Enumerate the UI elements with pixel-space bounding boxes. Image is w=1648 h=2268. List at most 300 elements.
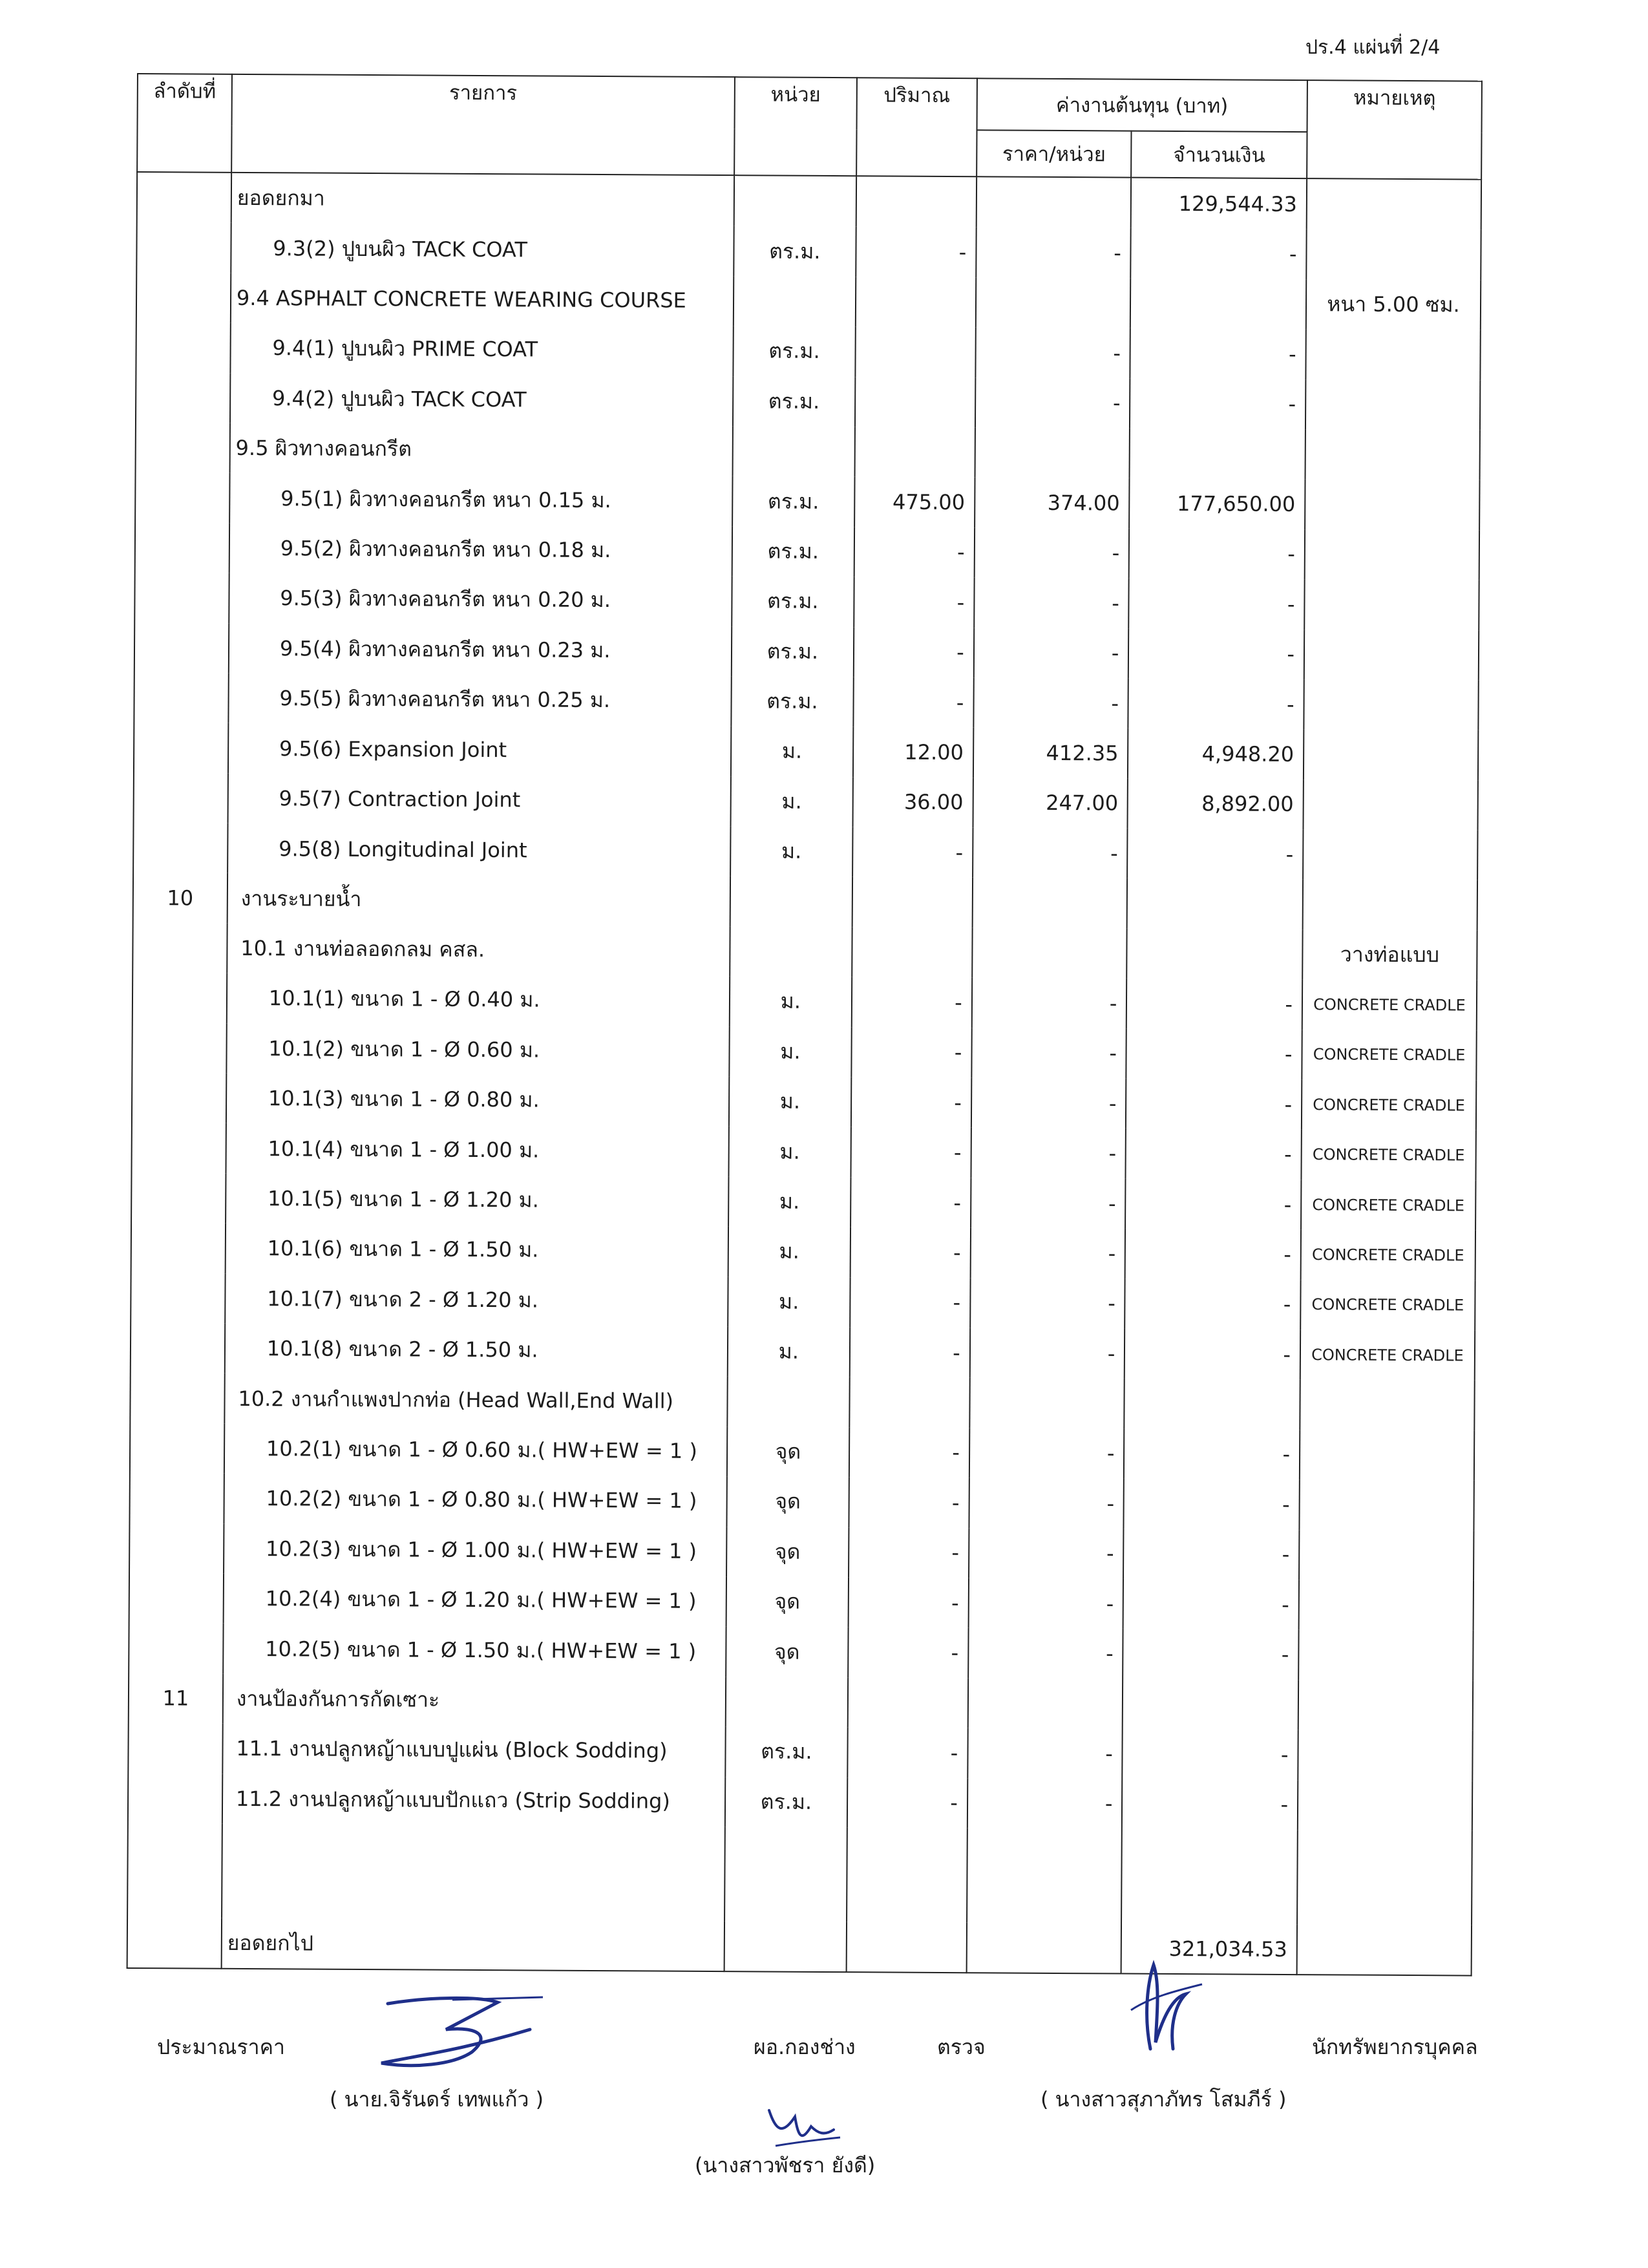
item-remark	[1300, 1379, 1474, 1430]
item-unit: ม.	[728, 1127, 851, 1177]
hr-signature	[1125, 1958, 1209, 2055]
table-row	[130, 1373, 1474, 1430]
item-amount: 177,650.00	[1129, 478, 1305, 529]
item-description: 10.1(6) ขนาด 1 - Ø 1.50 ม.	[225, 1224, 728, 1277]
item-remark: CONCRETE CRADLE	[1302, 1030, 1476, 1081]
item-remark	[1297, 1830, 1472, 1925]
item-number	[127, 1918, 222, 1969]
item-remark	[1306, 229, 1481, 281]
item-unit-price: -	[970, 1278, 1125, 1329]
item-description	[222, 1824, 725, 1921]
item-number	[134, 723, 228, 773]
item-number	[132, 973, 227, 1023]
item-quantity: -	[852, 977, 972, 1027]
item-remark	[1300, 1430, 1474, 1481]
item-unit-price: -	[969, 1478, 1124, 1529]
item-unit-price: -	[973, 677, 1128, 728]
item-remark: หนา 5.00 ซม.	[1306, 279, 1481, 330]
item-amount: -	[1125, 1178, 1301, 1229]
item-unit: ม.	[730, 776, 853, 827]
item-description: 11.2 งานปลูกหญ้าแบบปักแถว (Strip Sodding)	[222, 1774, 725, 1827]
item-remark: วางท่อแบบ	[1302, 929, 1477, 980]
item-remark: CONCRETE CRADLE	[1301, 1229, 1475, 1280]
item-unit: จุด	[726, 1527, 849, 1577]
item-unit-price: -	[969, 1528, 1124, 1579]
item-unit	[732, 426, 855, 476]
item-amount: 8,892.00	[1128, 778, 1304, 829]
item-quantity	[852, 877, 973, 927]
item-remark	[1305, 479, 1479, 530]
item-unit-price	[972, 878, 1127, 929]
item-amount: -	[1128, 628, 1304, 679]
third-name: (นางสาวพัชรา ยังดี)	[695, 2153, 876, 2178]
item-amount: -	[1126, 1079, 1302, 1130]
item-number: 10	[133, 873, 227, 923]
item-remark: CONCRETE CRADLE	[1301, 1180, 1475, 1231]
item-unit: จุด	[726, 1476, 849, 1527]
header-cost: ค่างานต้นทุน (บาท)	[977, 78, 1307, 132]
item-amount: -	[1123, 1729, 1298, 1780]
item-unit-price	[972, 927, 1127, 979]
item-unit: ตร.ม.	[732, 576, 854, 626]
table-row	[130, 1423, 1474, 1481]
item-unit: ตร.ม.	[733, 376, 856, 427]
item-number	[132, 1073, 226, 1123]
item-number	[129, 1573, 224, 1624]
item-number	[128, 1723, 222, 1774]
item-number	[134, 773, 228, 823]
item-description: 9.5(7) Contraction Joint	[227, 773, 730, 826]
item-number	[136, 222, 231, 273]
item-unit-price: -	[970, 1328, 1125, 1379]
item-description: 10.2(3) ขนาด 1 - Ø 1.00 ม.( HW+EW = 1 )	[224, 1523, 726, 1576]
item-description: 10.1(5) ขนาด 1 - Ø 1.20 ม.	[226, 1174, 728, 1227]
item-remark	[1299, 1530, 1474, 1581]
item-quantity: -	[850, 1327, 970, 1377]
item-unit-price: -	[968, 1578, 1123, 1629]
item-description: 10.1(4) ขนาด 1 - Ø 1.00 ม.	[226, 1123, 728, 1176]
item-unit	[734, 175, 856, 226]
item-amount: -	[1130, 378, 1305, 429]
item-unit-price: -	[968, 1628, 1123, 1679]
item-unit-price: -	[974, 628, 1129, 679]
item-amount: -	[1125, 1229, 1301, 1280]
item-unit-price	[967, 1828, 1122, 1923]
item-unit-price: -	[971, 1077, 1126, 1129]
item-unit-price: -	[974, 527, 1129, 578]
item-quantity: -	[851, 1027, 971, 1077]
item-number	[137, 172, 231, 223]
estimator-signature	[368, 1991, 549, 2075]
item-unit: ม.	[731, 726, 854, 776]
item-unit: ตร.ม.	[731, 626, 854, 677]
item-description: งานระบายน้ำ	[227, 873, 730, 926]
item-unit-price: -	[972, 977, 1127, 1028]
item-description: 10.2 งานกำแพงปากท่อ (Head Wall,End Wall)	[224, 1373, 727, 1426]
item-quantity	[856, 176, 977, 227]
item-number	[134, 673, 228, 723]
item-unit-price: -	[967, 1728, 1123, 1779]
item-unit	[724, 1921, 847, 1972]
item-quantity: -	[849, 1577, 969, 1627]
item-unit: ตร.ม.	[725, 1726, 848, 1777]
item-unit: ตร.ม.	[725, 1777, 848, 1827]
item-quantity: -	[856, 227, 976, 277]
item-description: ยอดยกไป	[221, 1918, 724, 1972]
item-unit-price	[976, 277, 1131, 328]
table-row	[135, 523, 1479, 580]
item-remark	[1304, 729, 1478, 780]
item-description: 10.1(1) ขนาด 1 - Ø 0.40 ม.	[227, 973, 730, 1026]
table-row	[134, 773, 1478, 831]
item-amount: -	[1124, 1479, 1300, 1530]
item-amount: -	[1126, 1129, 1302, 1180]
item-number	[130, 1423, 224, 1474]
item-remark	[1298, 1629, 1473, 1680]
item-quantity	[856, 277, 976, 327]
item-quantity: -	[851, 1127, 971, 1178]
item-unit-price: 412.35	[973, 728, 1128, 779]
item-unit: จุด	[726, 1626, 849, 1677]
item-unit-price	[975, 427, 1130, 478]
item-amount: -	[1123, 1529, 1299, 1580]
item-amount	[1127, 878, 1303, 929]
item-unit-price: -	[971, 1128, 1126, 1179]
item-unit-price: -	[973, 827, 1128, 878]
third-signature	[763, 2097, 847, 2149]
item-number	[136, 373, 230, 423]
item-description: 10.1 งานท่อลอดกลม คสล.	[227, 924, 730, 977]
table-row	[134, 573, 1479, 630]
table-row	[136, 423, 1480, 480]
item-quantity: -	[849, 1427, 969, 1478]
item-amount: -	[1126, 979, 1302, 1030]
item-description: 9.5(8) Longitudinal Joint	[227, 823, 730, 876]
item-unit: ม.	[728, 1226, 850, 1277]
item-unit	[727, 1377, 850, 1427]
item-unit: ตร.ม.	[733, 326, 856, 376]
item-remark	[1303, 880, 1477, 931]
table-row	[132, 973, 1477, 1030]
item-amount	[1123, 1679, 1298, 1730]
item-remark: CONCRETE CRADLE	[1301, 1130, 1475, 1181]
table-row	[131, 1123, 1475, 1180]
item-remark	[1304, 579, 1479, 630]
table-row	[128, 1773, 1472, 1830]
table-row	[128, 1723, 1472, 1781]
item-description: 9.5(4) ผิวทางคอนกรีต หนา 0.23 ม.	[229, 623, 732, 676]
item-remark	[1297, 1924, 1472, 1976]
item-unit: ม.	[727, 1326, 850, 1377]
table-row	[132, 1073, 1476, 1130]
item-unit: จุด	[727, 1426, 850, 1477]
item-amount: -	[1130, 328, 1306, 379]
item-number	[131, 1123, 226, 1173]
item-amount: -	[1125, 1329, 1300, 1380]
item-quantity	[855, 377, 975, 427]
item-unit-price: 247.00	[973, 778, 1128, 829]
table-row	[129, 1473, 1474, 1531]
item-quantity: 36.00	[853, 777, 973, 827]
item-number	[136, 273, 231, 323]
header-item-description: รายการ	[231, 74, 735, 175]
item-amount: -	[1125, 1278, 1301, 1330]
item-description: 9.4 ASPHALT CONCRETE WEARING COURSE	[231, 273, 734, 326]
item-unit	[733, 276, 856, 326]
item-remark	[1298, 1680, 1473, 1731]
item-quantity: -	[850, 1227, 971, 1277]
table-row	[129, 1523, 1474, 1581]
item-unit-price: -	[975, 327, 1130, 378]
item-number	[134, 573, 229, 623]
item-unit-price: -	[970, 1227, 1125, 1278]
item-remark: CONCRETE CRADLE	[1300, 1330, 1475, 1381]
table-row	[132, 923, 1477, 980]
item-quantity: -	[847, 1777, 967, 1828]
item-unit-price: -	[976, 228, 1131, 279]
item-remark	[1298, 1730, 1472, 1781]
item-remark	[1304, 679, 1478, 730]
item-unit	[730, 926, 852, 977]
header-remark: หมายเหตุ	[1307, 80, 1482, 180]
item-unit: ม.	[730, 826, 853, 876]
item-number: 11	[129, 1673, 223, 1724]
item-unit: ม.	[729, 1076, 852, 1127]
item-number	[131, 1323, 225, 1373]
estimator-name: ( นาย.จิรันดร์ เทพแก้ว )	[330, 2087, 544, 2112]
item-unit-price: -	[967, 1778, 1123, 1829]
item-description: งานป้องกันการกัดเซาะ	[223, 1674, 726, 1727]
estimator-label: ประมาณราคา	[157, 2035, 285, 2059]
item-unit: ม.	[728, 1176, 851, 1227]
item-amount: -	[1127, 829, 1303, 880]
table-row	[127, 1823, 1472, 1925]
item-description: 10.2(5) ขนาด 1 - Ø 1.50 ม.( HW+EW = 1 )	[223, 1624, 726, 1677]
item-number	[135, 472, 229, 523]
item-unit: ม.	[728, 1277, 850, 1327]
item-quantity: -	[854, 527, 975, 577]
item-description: 9.4(1) ปูบนผิว PRIME COAT	[230, 323, 733, 376]
table-row	[129, 1673, 1473, 1731]
table-row	[136, 273, 1481, 330]
table-row	[135, 472, 1479, 530]
item-amount	[1130, 429, 1305, 480]
item-remark	[1303, 779, 1477, 831]
table-row	[127, 1918, 1472, 1976]
table-row	[133, 823, 1477, 880]
item-description: 9.5(1) ผิวทางคอนกรีต หนา 0.15 ม.	[229, 473, 732, 526]
item-quantity: 12.00	[853, 727, 973, 778]
item-quantity: -	[850, 1277, 970, 1328]
table-row	[129, 1573, 1474, 1631]
table-row	[133, 873, 1477, 930]
item-remark	[1303, 829, 1477, 880]
item-description: 9.5(5) ผิวทางคอนกรีต หนา 0.25 ม.	[228, 673, 731, 726]
bill-of-quantities-table	[127, 73, 1483, 1977]
item-unit	[725, 1677, 848, 1727]
table-row	[136, 222, 1481, 280]
table-row	[131, 1173, 1475, 1231]
item-unit-price: -	[975, 377, 1130, 429]
item-number	[128, 1773, 222, 1823]
item-unit	[730, 876, 852, 927]
checked-label: ตรวจ	[937, 2035, 986, 2059]
item-remark	[1305, 529, 1479, 580]
item-remark	[1307, 178, 1481, 230]
item-unit-price: -	[974, 577, 1129, 628]
table-row	[131, 1323, 1475, 1381]
item-unit-price	[967, 1678, 1123, 1729]
table-row	[131, 1223, 1475, 1280]
table-row	[136, 323, 1480, 380]
item-amount: -	[1129, 578, 1305, 630]
item-description: 9.5(6) Expansion Joint	[228, 723, 731, 776]
header-item-no: ลำดับที่	[137, 74, 232, 173]
item-amount: 129,544.33	[1131, 178, 1307, 229]
item-remark	[1305, 429, 1480, 480]
item-description: 9.5(2) ผิวทางคอนกรีต หนา 0.18 ม.	[229, 524, 732, 577]
item-amount: -	[1131, 228, 1307, 279]
item-number	[131, 1273, 225, 1324]
table-row	[131, 1273, 1475, 1331]
item-remark: CONCRETE CRADLE	[1302, 1079, 1476, 1130]
item-number	[135, 523, 229, 573]
item-quantity: -	[852, 827, 973, 877]
item-amount	[1130, 278, 1306, 329]
item-remark	[1298, 1780, 1472, 1831]
item-quantity	[849, 1377, 969, 1428]
item-number	[129, 1523, 224, 1574]
item-remark: CONCRETE CRADLE	[1300, 1280, 1475, 1331]
item-description: 10.2(2) ขนาด 1 - Ø 0.80 ม.( HW+EW = 1 )	[224, 1474, 726, 1527]
item-number	[133, 823, 227, 873]
item-quantity: -	[853, 677, 973, 727]
item-quantity: -	[849, 1477, 969, 1527]
item-number	[131, 1223, 226, 1273]
item-amount: -	[1128, 678, 1304, 729]
item-description: 9.5(3) ผิวทางคอนกรีต หนา 0.20 ม.	[229, 573, 732, 626]
item-unit-price	[976, 176, 1131, 228]
item-description: 11.1 งานปลูกหญ้าแบบปูแผ่น (Block Sodding)	[222, 1724, 725, 1777]
item-quantity	[852, 927, 972, 977]
item-unit: จุด	[726, 1576, 849, 1627]
item-number	[129, 1623, 223, 1673]
item-description: 10.2(4) ขนาด 1 - Ø 1.20 ม.( HW+EW = 1 )	[223, 1574, 726, 1627]
item-description: 9.5 ผิวทางคอนกรีต	[229, 423, 732, 476]
table-row	[137, 172, 1481, 230]
header-unit: หน่วย	[734, 77, 857, 176]
table-row	[132, 1023, 1476, 1081]
item-quantity: -	[849, 1527, 969, 1578]
item-amount	[1121, 1828, 1297, 1924]
item-amount: -	[1123, 1578, 1299, 1629]
item-amount: -	[1122, 1779, 1298, 1830]
page-reference: ปร.4 แผ่นที่ 2/4	[1305, 36, 1441, 59]
item-amount: 4,948.20	[1128, 728, 1304, 779]
item-number	[134, 623, 229, 673]
item-quantity	[855, 326, 975, 377]
table-row	[134, 623, 1479, 681]
item-quantity: -	[848, 1627, 968, 1678]
item-unit: ตร.ม.	[732, 526, 854, 577]
item-unit-price: -	[971, 1178, 1126, 1229]
table-row	[129, 1623, 1473, 1680]
table-row	[136, 373, 1480, 430]
item-number	[130, 1373, 224, 1423]
item-unit: ตร.ม.	[731, 676, 854, 726]
item-number	[132, 923, 227, 973]
item-description: ยอดยกมา	[231, 173, 734, 226]
item-amount: -	[1124, 1428, 1300, 1479]
item-number	[127, 1823, 222, 1918]
item-description: 10.1(2) ขนาด 1 - Ø 0.60 ม.	[226, 1023, 729, 1076]
item-amount	[1127, 928, 1303, 979]
item-quantity	[847, 1922, 967, 1973]
item-number	[132, 1023, 226, 1074]
table-row	[134, 723, 1478, 780]
item-number	[129, 1473, 224, 1523]
item-amount: -	[1129, 528, 1305, 579]
item-quantity: -	[854, 577, 974, 627]
item-description: 10.2(1) ขนาด 1 - Ø 0.60 ม.( HW+EW = 1 )	[224, 1424, 727, 1477]
item-quantity: 475.00	[854, 477, 975, 527]
item-unit-price	[969, 1378, 1125, 1429]
item-unit-price: 374.00	[975, 478, 1130, 529]
item-amount: -	[1123, 1629, 1299, 1680]
item-remark	[1304, 630, 1479, 681]
item-unit-price: -	[969, 1428, 1125, 1479]
item-quantity	[855, 427, 975, 477]
item-quantity: -	[850, 1177, 971, 1227]
item-description: 10.1(8) ขนาด 2 - Ø 1.50 ม.	[225, 1324, 728, 1377]
item-quantity	[847, 1827, 967, 1922]
director-label: ผอ.กองช่าง	[754, 2035, 856, 2059]
item-amount: 321,034.53	[1121, 1923, 1297, 1975]
item-unit-price: -	[971, 1028, 1126, 1079]
item-number	[131, 1173, 226, 1224]
item-unit: ม.	[729, 976, 852, 1026]
item-unit-price	[966, 1922, 1121, 1974]
header-quantity: ปริมาณ	[856, 78, 977, 176]
item-quantity: -	[851, 1077, 971, 1127]
item-number	[136, 323, 230, 373]
hr-label: นักทรัพยากรบุคคล	[1312, 2035, 1478, 2059]
item-unit	[724, 1827, 847, 1922]
item-remark	[1299, 1479, 1474, 1531]
item-remark	[1305, 329, 1480, 380]
table-row	[134, 673, 1478, 730]
header-amount: จำนวนเงิน	[1132, 131, 1307, 179]
item-remark: CONCRETE CRADLE	[1302, 979, 1477, 1030]
item-description: 9.4(2) ปูบนผิว TACK COAT	[230, 373, 733, 426]
hr-name: ( นางสาวสุภาภัทร โสมภีร์ )	[1041, 2087, 1287, 2112]
item-unit: ม.	[729, 1026, 852, 1077]
item-description: 9.3(2) ปูบนผิว TACK COAT	[231, 223, 734, 276]
item-unit: ตร.ม.	[734, 226, 856, 277]
item-description: 10.1(7) ขนาด 2 - Ø 1.20 ม.	[225, 1273, 728, 1326]
item-amount: -	[1126, 1028, 1302, 1079]
item-amount	[1125, 1379, 1300, 1430]
item-description: 10.1(3) ขนาด 1 - Ø 0.80 ม.	[226, 1074, 729, 1127]
item-quantity: -	[847, 1727, 967, 1777]
item-quantity: -	[854, 627, 974, 677]
item-remark	[1299, 1580, 1474, 1631]
item-number	[136, 423, 230, 473]
item-unit: ตร.ม.	[732, 476, 855, 526]
header-unit-price: ราคา/หน่วย	[977, 130, 1132, 177]
item-quantity	[848, 1677, 968, 1728]
item-remark	[1305, 379, 1480, 430]
